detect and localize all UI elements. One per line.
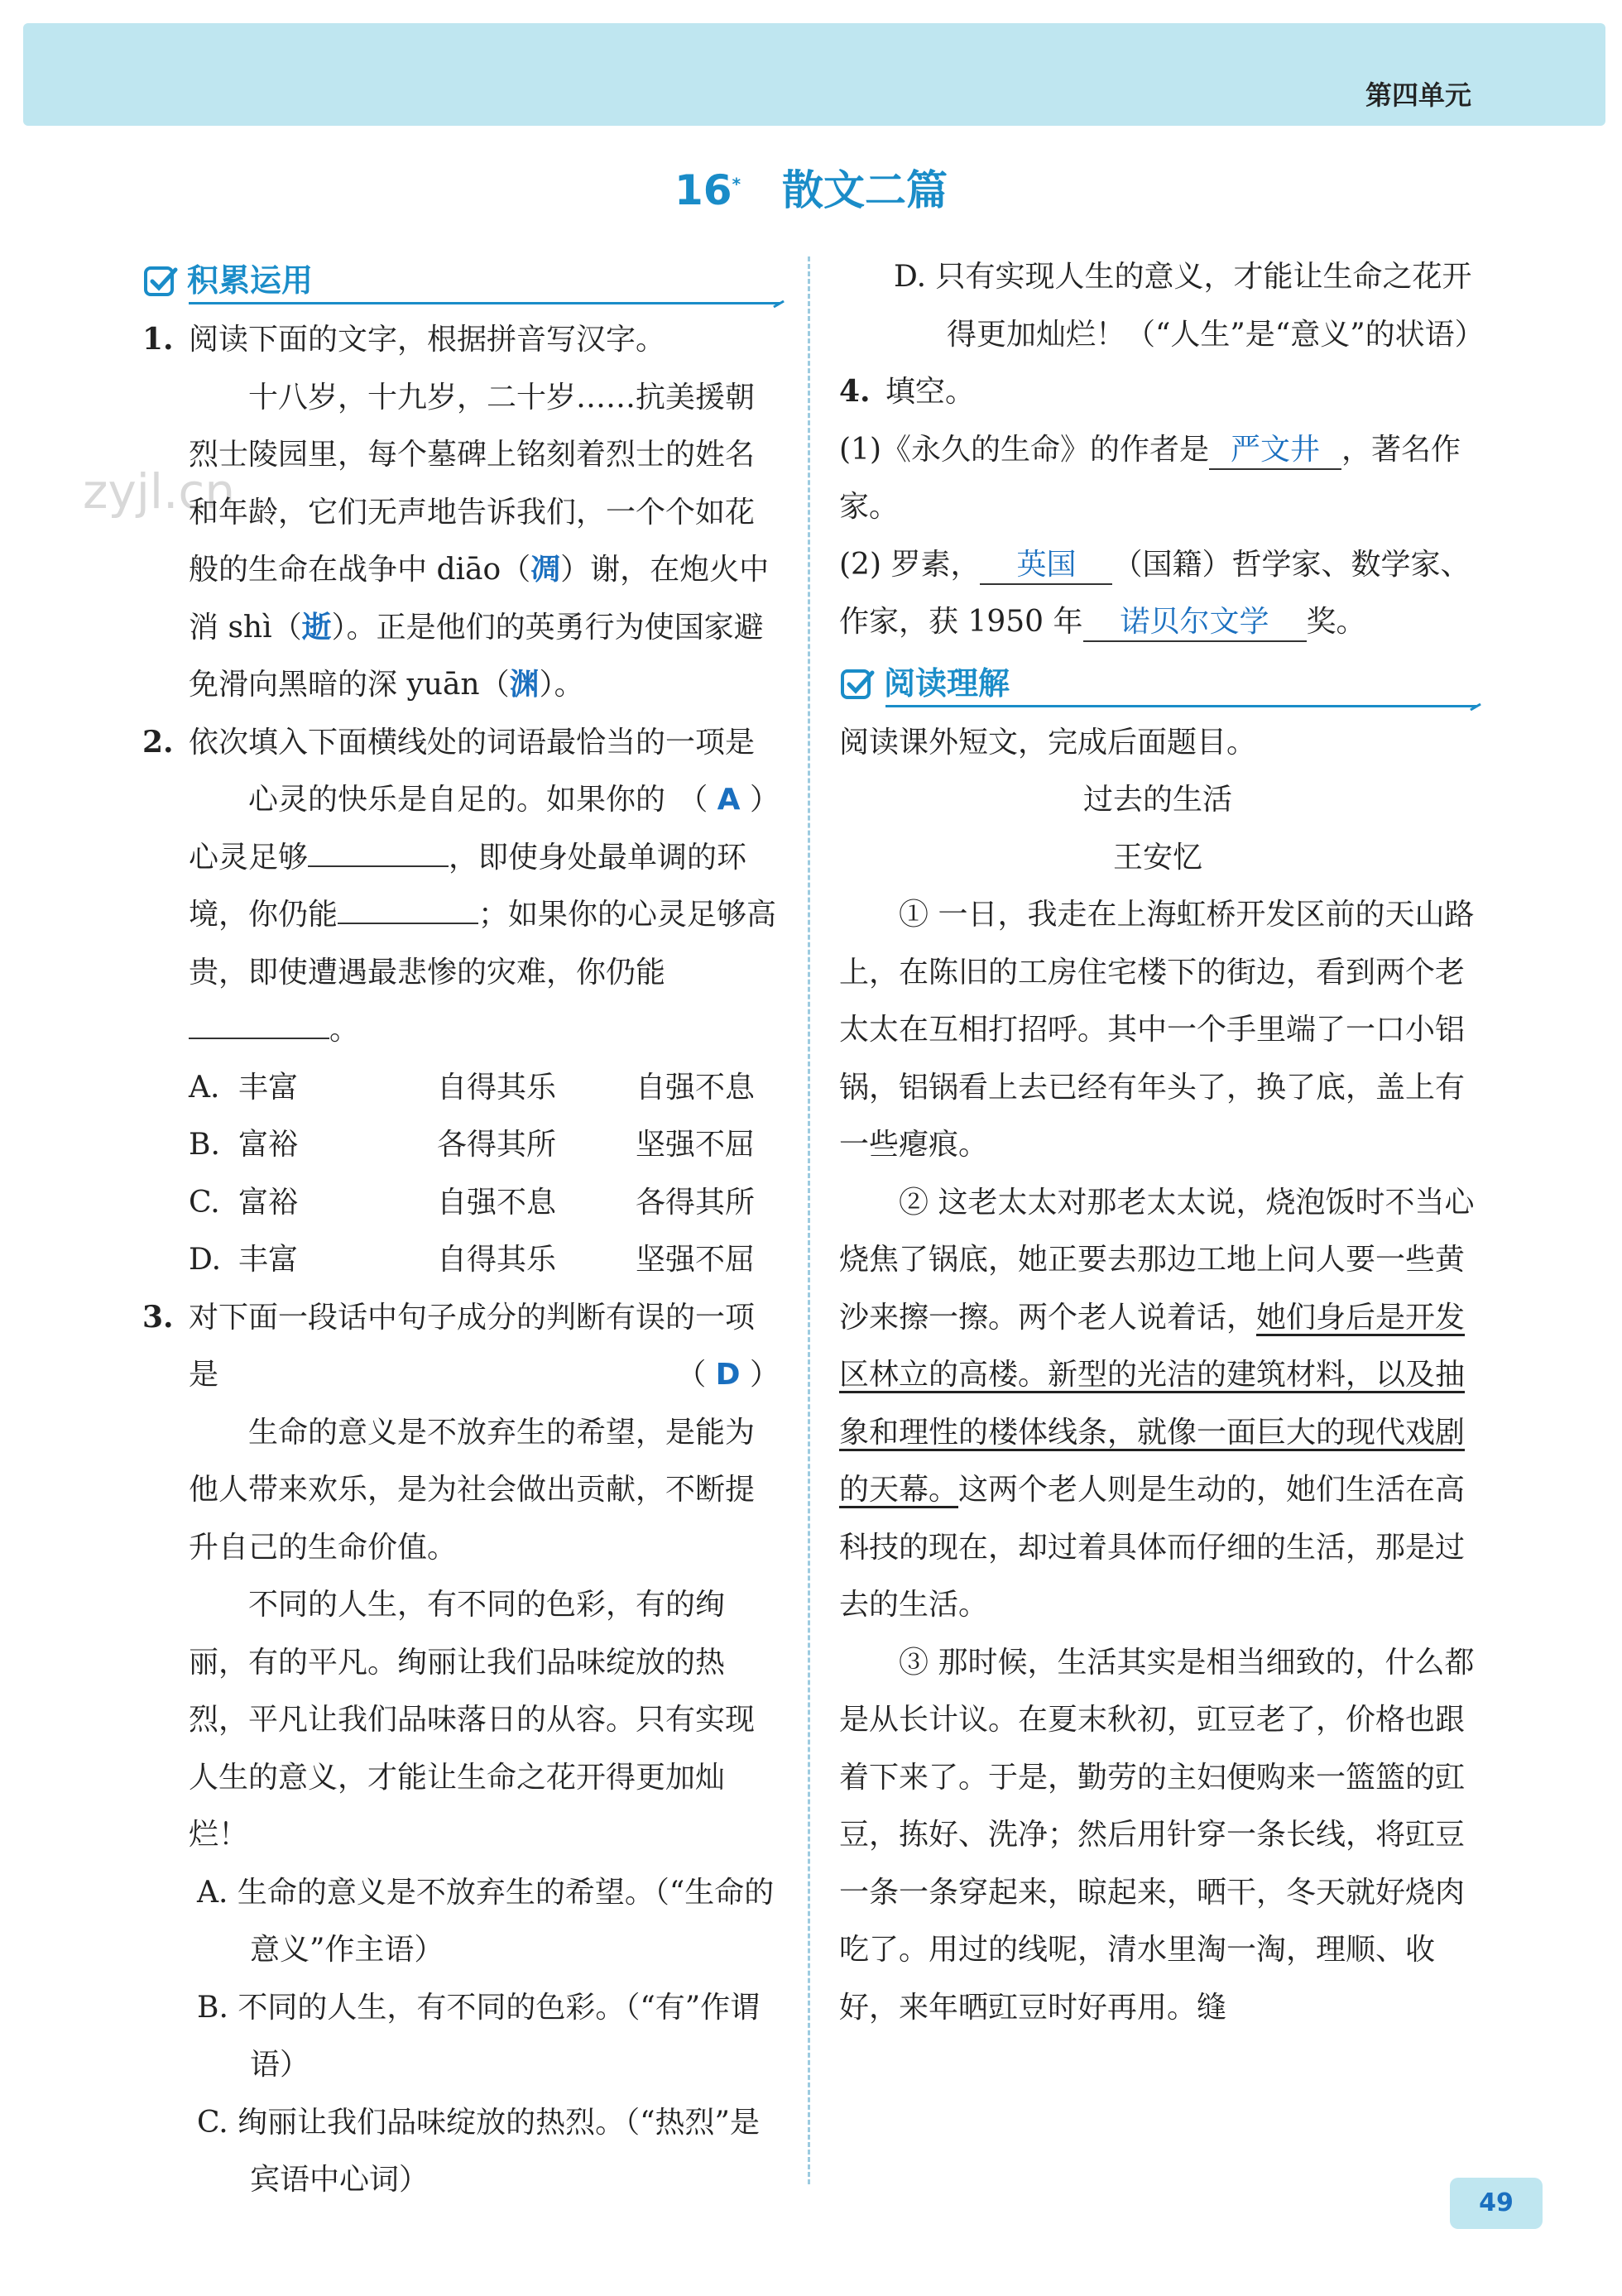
option-row: A. 丰富 自得其乐 自强不息 bbox=[189, 1070, 756, 1105]
left-column bbox=[142, 248, 780, 2209]
section-rule bbox=[885, 705, 1476, 707]
option-text: C. 绚丽让我们品味绽放的热烈。（“热烈”是宾语中心词） bbox=[197, 2105, 760, 2197]
option-row: D. 丰富 自得其乐 坚强不屈 bbox=[189, 1243, 756, 1277]
lesson-name: 散文二篇 bbox=[782, 166, 948, 214]
article-paragraph: ① 一日，我走在上海虹桥开发区前的天山路上，在陈旧的工房住宅楼下的街边，看到两个老太太在互相打招呼。其中一个手里端了一口小铝锅，铝锅看上去已经有年头了，换了底，盖上有一些瘪痕。 bbox=[839, 898, 1475, 1162]
section-title: 积累运用 bbox=[187, 262, 314, 300]
checklist-icon bbox=[142, 263, 179, 300]
answer-choice: D bbox=[715, 1358, 741, 1392]
section-header-reading bbox=[839, 659, 1476, 709]
answer-char: 逝 bbox=[301, 610, 332, 645]
question-passage: 生命的意义是不放弃生的希望，是能为他人带来欢乐，是为社会做出贡献，不断提升自己的生命价值。 bbox=[189, 1415, 756, 1565]
question-1 bbox=[142, 311, 780, 714]
page-number: 49 bbox=[1450, 2178, 1543, 2229]
answer-char: 渊 bbox=[509, 668, 540, 702]
answer-paren: （ D ） bbox=[676, 1358, 780, 1392]
lesson-title bbox=[0, 157, 1622, 217]
fill-line-2: (2) 罗素， 英国 （国籍）哲学家、数学家、作家，获 1950 年 诺贝尔文学 奖。 bbox=[839, 536, 1476, 651]
section-rule bbox=[189, 302, 780, 304]
lesson-number: 16* bbox=[674, 166, 741, 214]
question-stem: 依次填入下面横线处的词语最恰当的一项是 （ A ） bbox=[189, 714, 780, 772]
article-paragraph: ② 这老太太对那老太太说，烧泡饭时不当心烧焦了锅底，她正要去那边工地上问人要一些黄沙来擦一擦。两个老人说着话，她们身后是开发区林立的高楼。新型的光洁的建筑材料，以及抽象和理性的楼体线条，就像一面巨大的现代戏剧的天幕。这两个老人则是生动的，她们生活在高科技的现在，却过着具体而仔细的生活，那是过去的生活。 bbox=[839, 1185, 1475, 1622]
question-passage: 不同的人生，有不同的色彩，有的绚丽，有的平凡。绚丽让我们品味绽放的热烈，平凡让我们品味落日的从容。只有实现人生的意义，才能让生命之花开得更加灿烂！ bbox=[189, 1588, 756, 1852]
fill-blank bbox=[338, 923, 478, 924]
question-number: 3. bbox=[142, 1299, 174, 1335]
question-4 bbox=[839, 363, 1476, 421]
fill-blank bbox=[308, 865, 449, 867]
option-row: C. 富裕 自强不息 各得其所 bbox=[189, 1185, 756, 1220]
question-stem: 阅读下面的文字，根据拼音写汉字。 bbox=[189, 323, 666, 357]
section-title: 阅读理解 bbox=[884, 664, 1010, 702]
column-divider bbox=[808, 256, 810, 2184]
unit-label: 第四单元 bbox=[1365, 79, 1471, 111]
answer-choice: A bbox=[717, 783, 741, 817]
question-passage: 十八岁，十九岁，二十岁……抗美援朝烈士陵园里，每个墓碑上铭刻着烈士的姓名和年龄，它们无声地告诉我们，一个个如花般的生命在战争中 diāo（凋）谢，在炮火中消 shì（逝）。正是他们的英勇行为使国家避免滑向黑暗的深 yuān（渊）。 bbox=[189, 380, 770, 702]
answer-char: 凋 bbox=[530, 553, 561, 587]
question-number: 4. bbox=[839, 374, 871, 409]
option-text: B. 不同的人生，有不同的色彩。（“有”作谓语） bbox=[197, 1990, 761, 2082]
question-number: 1. bbox=[142, 322, 174, 357]
fill-blank bbox=[189, 1038, 329, 1039]
answer-paren: （ A ） bbox=[678, 783, 780, 817]
option-text: D. 只有实现人生的意义，才能让生命之花开得更加灿烂！（“人生”是“意义”的状语） bbox=[894, 260, 1485, 352]
question-number: 2. bbox=[142, 724, 174, 760]
article-author: 王安忆 bbox=[1112, 840, 1202, 875]
question-stem: 对下面一段话中句子成分的判断有误的一项是 （ D ） bbox=[189, 1289, 780, 1404]
right-column bbox=[839, 248, 1485, 2036]
checklist-icon bbox=[839, 666, 876, 702]
question-2 bbox=[142, 714, 780, 1059]
watermark: zyjl.cn bbox=[83, 463, 236, 520]
article-paragraph: ③ 那时候，生活其实是相当细致的，什么都是从长计议。在夏末秋初，豇豆老了，价格也跟着下来了。于是，勤劳的主妇便购来一篮篮的豇豆，拣好、洗净；然后用针穿一条长线，将豇豆一条一条穿起来，晾起来，晒干，冬天就好烧肉吃了。用过的线呢，清水里淘一淘，理顺、收好，来年晒豇豆时好再用。缝 bbox=[839, 1645, 1475, 2025]
answer-blank: 英国 bbox=[980, 547, 1112, 585]
answer-blank: 诺贝尔文学 bbox=[1083, 604, 1307, 642]
section-header-accumulate bbox=[142, 256, 780, 306]
option-text: A. 生命的意义是不放弃生的希望。（“生命的意义”作主语） bbox=[197, 1875, 775, 1967]
underlined-sentence: 她们身后是开发区林立的高楼。新型的光洁的建筑材料，以及抽象和理性的楼体线条，就像一面巨大的现代戏剧的天幕。 bbox=[839, 1300, 1466, 1507]
reading-intro: 阅读课外短文，完成后面题目。 bbox=[839, 725, 1257, 760]
article-title: 过去的生活 bbox=[1082, 783, 1232, 817]
question-3 bbox=[142, 1289, 780, 1864]
question-passage: 心灵的快乐是自足的。如果你的心灵足够 ，即使身处最单调的环境，你仍能 ；如果你的心灵足够高贵，即使遭遇最悲惨的灾难，你仍能。 bbox=[189, 783, 777, 1047]
question-stem: 填空。 bbox=[885, 375, 976, 409]
fill-line-1: (1)《永久的生命》的作者是 严文井 ，著名作家。 bbox=[839, 432, 1461, 524]
answer-blank: 严文井 bbox=[1209, 432, 1341, 470]
option-row: B. 富裕 各得其所 坚强不屈 bbox=[189, 1128, 756, 1162]
